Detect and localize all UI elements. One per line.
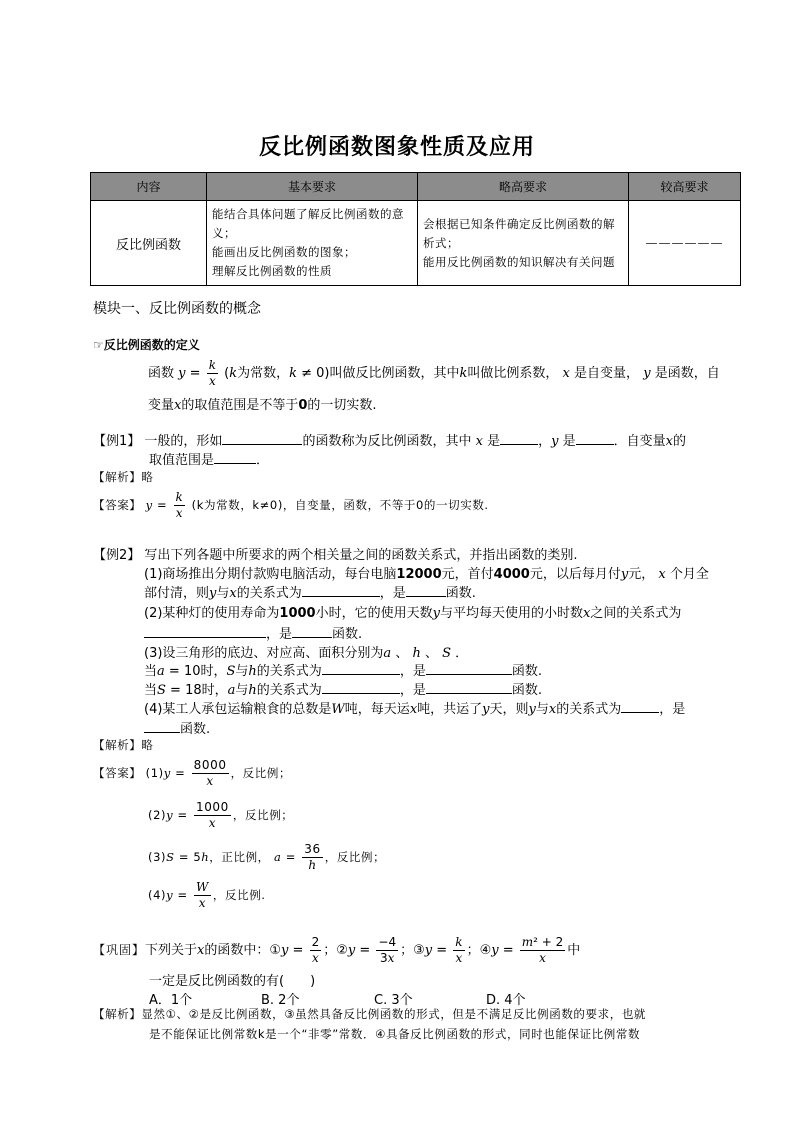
text: 函数. <box>332 627 363 642</box>
text: 的取值范围是不等于 <box>181 398 299 413</box>
text: 的关系式为 <box>556 702 622 717</box>
text: 部付清，则 <box>144 586 210 601</box>
text: 元，以后每月付 <box>529 567 621 582</box>
blank <box>621 699 659 713</box>
example-2-p2-line1: (2)某种灯的使用寿命为1000小时，它的使用天数y与平均每天使用的小时数x之间的关系式为 <box>144 606 682 621</box>
tag: 【解析】 <box>93 1007 142 1021</box>
text: ，反比例. <box>212 888 266 902</box>
text: ，反比例； <box>230 766 292 780</box>
basic-item: 能结合具体问题了解反比例函数的意义； <box>212 207 404 240</box>
basic-requirements <box>207 201 418 286</box>
fraction-w-over-x: $\frac{W}{x}$ <box>195 880 209 910</box>
text: 与 <box>535 702 549 717</box>
blank <box>214 450 256 464</box>
text: ． <box>256 453 270 468</box>
example-2-p3-case1: 当a = 10时，S与h的关系式为 ，是 函数. <box>144 660 542 679</box>
text: (2)某种灯的使用寿命为 <box>144 606 280 621</box>
header-basic: 基本要求 <box>207 173 418 201</box>
text: 元， <box>628 567 655 582</box>
text: ，是 <box>399 664 426 679</box>
text: (2) <box>148 808 167 822</box>
fraction-k-over-x: $\frac{k}{x}$ <box>455 935 463 965</box>
tag: 【答案】 <box>93 766 142 780</box>
text: 下列关于 <box>145 943 198 958</box>
fraction-2-over-x: $\frac{2}{x}$ <box>311 935 320 965</box>
advanced-item: 会根据已知条件确定反比例函数的解析式； <box>423 216 615 250</box>
fraction-m2plus2-over-x: $\frac{\text{m² + 2}}{x}$ <box>521 935 564 965</box>
text: ；③ <box>400 943 425 958</box>
example-2-p1-line1: (1)商场推出分期付款购电脑活动，每台电脑12000元，首付4000元，以后每月付y元， x 个月全 <box>144 567 709 582</box>
text: ．自变量 <box>613 434 666 449</box>
example-2-answer-4: (4)y = $\frac{W}{x}$ ，反比例. <box>148 880 266 910</box>
text: 函数 <box>148 366 175 381</box>
row-label: 反比例函数 <box>91 201 207 286</box>
text: (4)某工人承包运输粮食的总数是 <box>144 702 332 717</box>
text: 12000 <box>396 567 442 582</box>
example-1-line-2 <box>149 449 269 468</box>
text: 是自变量， <box>574 366 640 381</box>
tag: 【答案】 <box>93 498 142 512</box>
text: ，是 <box>399 683 426 698</box>
text: 时， <box>200 664 227 679</box>
text: 中 <box>567 943 581 958</box>
blank <box>426 661 512 675</box>
text: ， <box>538 434 552 449</box>
text: 函数. <box>180 722 211 737</box>
advanced-item: 能用反比例函数的知识解决有关问题 <box>423 254 615 269</box>
text: 略 <box>141 470 154 484</box>
example-2-answer-2: (2)y = $\frac{1000}{x}$ ，反比例； <box>148 800 294 830</box>
example-1-analysis <box>93 469 154 485</box>
text: 是 <box>562 434 576 449</box>
text: 吨，每天运 <box>344 702 410 717</box>
header-content: 内容 <box>91 173 207 201</box>
blank <box>322 680 400 694</box>
example-2-p3-case2: 当S = 18时，a与h的关系式为 ，是 函数. <box>144 679 542 698</box>
example-1-line-1: 【例1】 一般的，形如 的函数称为反比例函数，其中 x 是 ，y 是 ．自变量x的 <box>93 430 686 449</box>
text: 吨，共运了 <box>417 702 483 717</box>
tag: 【解析】 <box>93 470 142 484</box>
text: 是 <box>487 434 501 449</box>
blank <box>322 661 400 675</box>
text: ，是 <box>659 702 686 717</box>
text: ；④ <box>466 943 492 958</box>
fraction-8000-over-x: $\frac{8000}{x}$ <box>193 758 227 788</box>
tag: 【例1】 <box>93 434 141 449</box>
example-2-p2-line2 <box>144 623 362 642</box>
text: 当 <box>144 683 158 698</box>
text: ；② <box>323 943 348 958</box>
text: 天，则 <box>489 702 529 717</box>
advanced-requirements <box>418 201 629 286</box>
example-3-option-c: C. 3个 <box>374 993 413 1008</box>
text: ( <box>224 366 230 381</box>
example-1-answer: 【答案】 y = $\frac{k}{x}$ (k为常数，k≠0)，自变量，函数，不等于0的一切实数. <box>93 490 489 520</box>
tag: 【巩固】 <box>93 943 146 957</box>
text: (k为常数，k≠0)，自变量，函数，不等于0的一切实数. <box>191 498 489 512</box>
text: 小时，它的使用天数 <box>315 606 433 621</box>
blank <box>302 583 380 597</box>
text: 为常数， <box>237 366 290 381</box>
requirements-table <box>90 172 741 286</box>
example-3-option-d: D. 4个 <box>486 993 526 1008</box>
example-2-p4-line2 <box>144 718 210 737</box>
tag: 【解析】 <box>93 738 142 752</box>
text: ，是 <box>266 627 293 642</box>
text: ，正比例， <box>209 850 270 864</box>
definition-line-2: 变量x的取值范围是不等于0的一切实数. <box>148 398 377 413</box>
text: 一般的，形如 <box>144 434 223 449</box>
example-3-option-b: B. 2个 <box>261 993 300 1008</box>
blank <box>292 624 332 638</box>
example-2-answer-1: 【答案】 (1)y = $\frac{8000}{x}$ ，反比例； <box>93 758 292 788</box>
example-3-line-2: 一定是反比例函数的有( ) <box>149 974 316 989</box>
text: 写出下列各题中所要求的两个相关量之间的函数关系式，并指出函数的类别. <box>144 548 578 563</box>
text: (4) <box>148 888 167 902</box>
text: 函数. <box>445 586 476 601</box>
blank <box>500 431 538 445</box>
text: ，反比例； <box>324 850 386 864</box>
text: 函数. <box>511 664 542 679</box>
header-higher: 较高要求 <box>629 173 741 201</box>
text: 略 <box>141 738 154 752</box>
fraction-k-over-x: $\frac{k}{x}$ <box>175 490 184 520</box>
fraction-36-over-h: $\frac{36}{h}$ <box>304 842 321 872</box>
text: )叫做反比例函数，其中 <box>324 366 460 381</box>
text: 的 <box>672 434 686 449</box>
text: 时， <box>201 683 228 698</box>
blank <box>406 583 446 597</box>
example-3-option-a: A．1个 <box>149 993 193 1008</box>
example-2-intro <box>93 544 578 563</box>
definition-line-1: 函数 y = $\frac{k}{x}$ (k为常数，k ≠ 0)叫做反比例函数，其中k叫做比例系数， x 是自变量， y 是函数，自 <box>148 358 720 388</box>
text: ，是 <box>379 586 406 601</box>
text: 与 <box>235 664 249 679</box>
text: 4000 <box>493 567 530 582</box>
text: (1)商场推出分期付款购电脑活动，每台电脑 <box>144 567 397 582</box>
example-2-answer-3: (3)S = 5h，正比例， a = $\frac{36}{h}$ ，反比例； <box>148 842 386 872</box>
definition-title: ☞反比例函数的定义 <box>93 338 200 352</box>
text: 与平均每天使用的小时数 <box>439 606 583 621</box>
example-2-p3: (3)设三角形的底边、对应高、面积分别为a 、 h 、 S ． <box>144 646 469 661</box>
basic-item: 能画出反比例函数的图象； <box>212 245 356 259</box>
example-2-analysis <box>93 737 154 753</box>
text: (3) <box>148 850 167 864</box>
text: 函数. <box>511 683 542 698</box>
blank <box>144 719 180 733</box>
text: 的关系式为 <box>236 586 302 601</box>
text: 取值范围是 <box>149 453 215 468</box>
fraction-1000-over-x: $\frac{1000}{x}$ <box>195 800 229 830</box>
text: 的关系式为 <box>256 664 322 679</box>
blank <box>426 680 512 694</box>
text: 个月全 <box>669 567 709 582</box>
text: 当 <box>144 664 158 679</box>
fraction-neg4-over-3x: $\frac{-4}{3x}$ <box>378 935 397 965</box>
text: 的函数中：① <box>204 943 282 958</box>
text: (1) <box>145 766 164 780</box>
text: 的一切实数. <box>307 398 377 413</box>
basic-item: 理解反比例函数的性质 <box>212 264 332 278</box>
example-3-analysis-line-2: 是不能保证比例常数k是一个“非零”常数．④具备反比例函数的形式，同时也能保证比例常数 <box>149 1027 641 1041</box>
blank <box>222 431 302 445</box>
text: 0 <box>298 398 308 413</box>
module-title: 模块一、反比例函数的概念 <box>93 301 261 317</box>
example-2-p4-line1: (4)某工人承包运输粮食的总数是W吨，每天运x吨，共运了y天，则y与x的关系式为 ，是 <box>144 698 685 717</box>
text: 1000 <box>279 606 316 621</box>
tag: 【例2】 <box>93 548 141 563</box>
text: 之间的关系式为 <box>590 606 682 621</box>
page-title: 反比例函数图象性质及应用 <box>258 135 535 160</box>
text: 与 <box>216 586 230 601</box>
example-3-analysis-line-1 <box>93 1006 646 1022</box>
higher-requirements: —————— <box>629 201 741 286</box>
text: 叫做比例系数， <box>467 366 559 381</box>
blank <box>144 624 266 638</box>
example-2-p1-line2: 部付清，则y与x的关系式为 ，是 函数. <box>144 582 476 601</box>
text: 显然①、②是反比例函数，③虽然具备反比例函数的形式，但是不满足反比例函数的要求，也就 <box>141 1007 647 1021</box>
text: 的关系式为 <box>256 683 322 698</box>
text: ，反比例； <box>232 808 294 822</box>
text: 的函数称为反比例函数，其中 <box>302 434 472 449</box>
text: 是函数，自 <box>654 366 720 381</box>
text: 变量 <box>148 398 175 413</box>
fraction-k-over-x: $\frac{k}{x}$ <box>208 358 216 388</box>
text: (3)设三角形的底边、对应高、面积分别为 <box>144 646 384 661</box>
header-advanced: 略高要求 <box>418 173 629 201</box>
text: 元，首付 <box>441 567 494 582</box>
blank <box>576 431 614 445</box>
example-3-line-1: 【巩固】下列关于x的函数中：①y = $\frac{2}{x}$ ；②y = $\frac{-4}{3x}$ ；③y = $\frac{k}{x}$ ；④y = $\frac{\text{m² + 2}}{x}$ 中 <box>93 935 581 965</box>
text: 与 <box>235 683 249 698</box>
